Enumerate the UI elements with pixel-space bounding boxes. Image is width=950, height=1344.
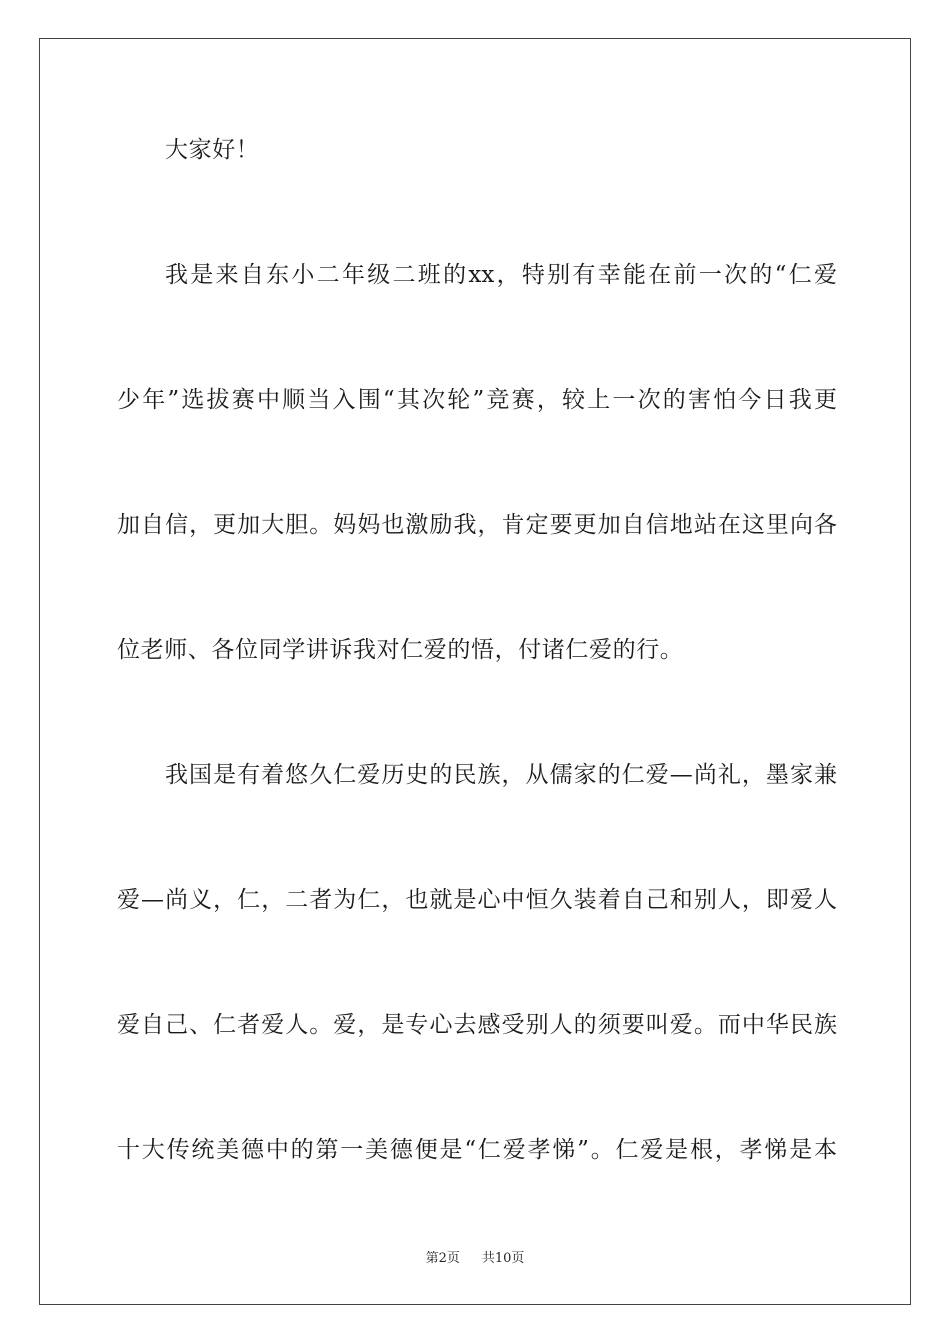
page-number: 第2页 bbox=[425, 1251, 460, 1266]
paragraph-line: 加自信，更加大胆。妈妈也激励我，肯定要更加自信地站在这里向各 bbox=[117, 512, 837, 538]
paragraph-line: 我国是有着悠久仁爱历史的民族，从儒家的仁爱—尚礼，墨家兼 bbox=[165, 762, 837, 788]
paragraph-line: 爱自己、仁者爱人。爱，是专心去感受别人的须要叫爱。而中华民族 bbox=[117, 1012, 837, 1038]
page-border bbox=[39, 38, 911, 1305]
paragraph-line: 爱—尚义，仁，二者为仁，也就是心中恒久装着自己和别人，即爱人 bbox=[117, 887, 837, 913]
greeting-line: 大家好！ bbox=[165, 137, 260, 163]
paragraph-line: 少年”选拔赛中顺当入围“其次轮”竞赛，较上一次的害怕今日我更 bbox=[117, 387, 837, 413]
paragraph-line: 位老师、各位同学讲诉我对仁爱的悟，付诸仁爱的行。 bbox=[117, 637, 684, 663]
paragraph-line: 十大传统美德中的第一美德便是“仁爱孝悌”。仁爱是根，孝悌是本 bbox=[117, 1137, 837, 1163]
paragraph-line: 我是来自东小二年级二班的xx，特别有幸能在前一次的“仁爱 bbox=[165, 262, 837, 288]
page-footer bbox=[0, 1247, 950, 1266]
page-total: 共10页 bbox=[481, 1251, 525, 1266]
